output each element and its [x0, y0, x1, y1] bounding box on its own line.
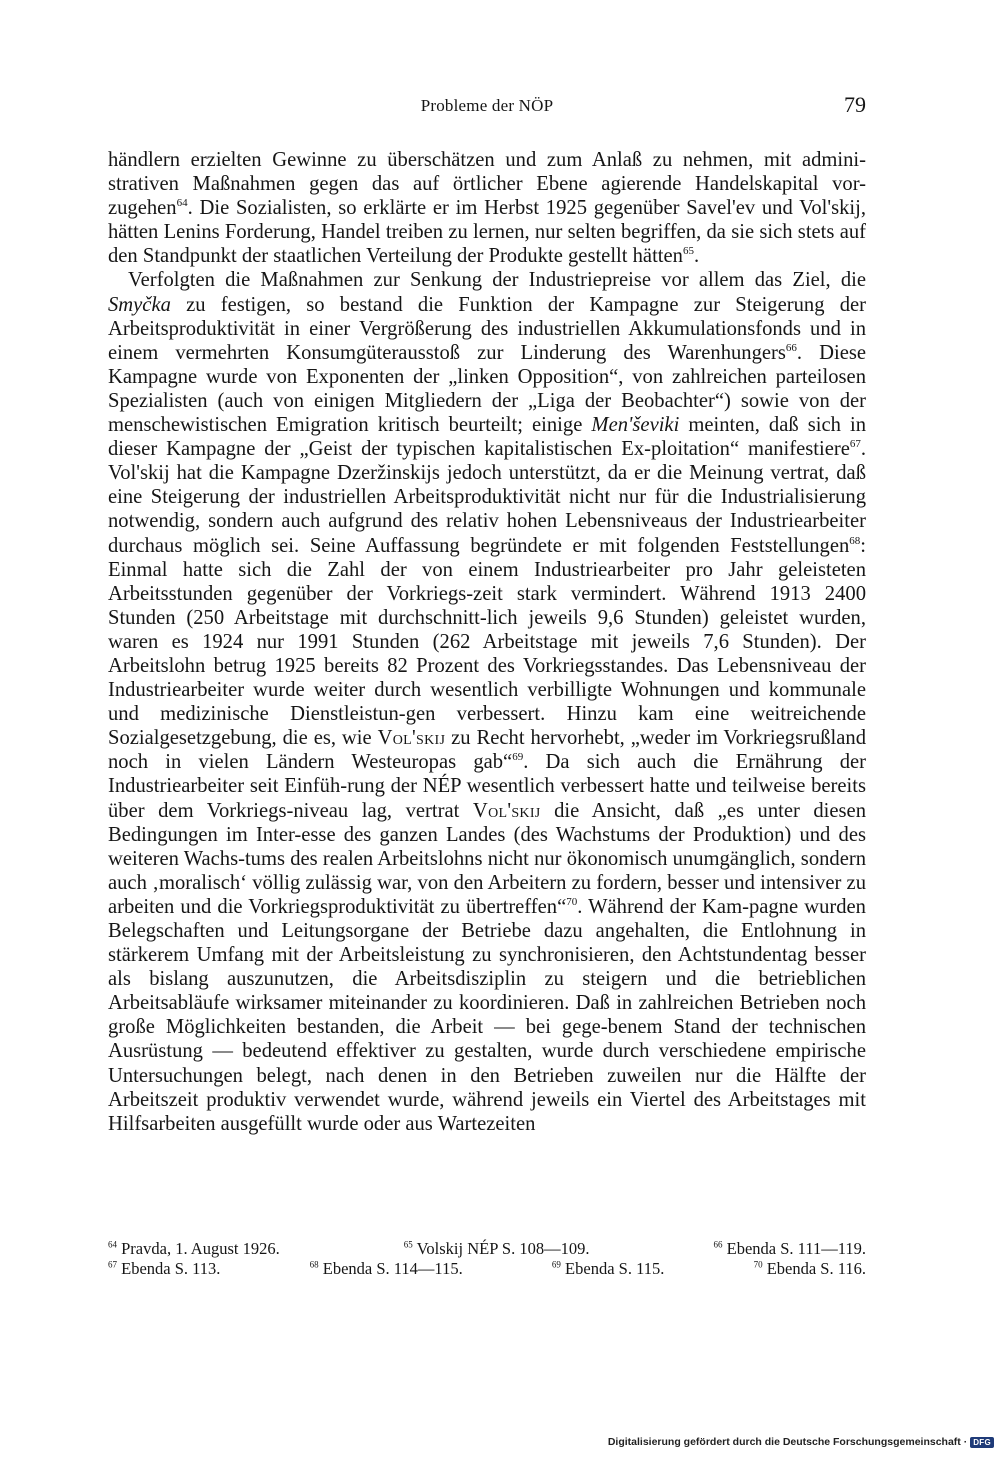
text-run: . Da sich auch die Ernährung der Industriearbeiter seit Einfüh-rung der NÉP wesentlich verbessert hatte und teilweise bereits über dem Vorkriegs-niveau lag, vertrat — [108, 751, 866, 822]
footnote-text: Volskij NÉP S. 108—109. — [416, 1239, 590, 1258]
text-run: . — [693, 245, 700, 268]
text-run: . Diese Kampagne wurde von Exponenten der „linken Opposition“, von zahlreichen parteilosen Spezialisten (auch von einigen Mitgliedern der „Liga der Beobachter“) sowie von der menschewistischen Emigration kritisch beurteilt; einige — [108, 341, 867, 437]
footnote-text: Ebenda S. 115. — [565, 1259, 665, 1278]
footnote-number: 66 — [713, 1239, 723, 1250]
footnote-text: Ebenda S. 114—115. — [322, 1259, 463, 1278]
emphasis-term: Smyčka — [108, 293, 171, 316]
footnote-ref-65: 65 — [682, 245, 694, 258]
page-number: 79 — [844, 92, 866, 117]
text-run: die Ansicht, daß „es unter diesen Bedingungen im Inter-esse des ganzen Landes (des Wachstums der Produktion) und des weiteren Wachs-tums des realen Arbeitslohns nicht nur ökonomisch unumgänglich, sondern auch ‚moralisch‘ völlig zulässig war, von den Arbeitern zu fordern, besser und intensiver zu arbeiten und die Vorkriegsproduktivität zu übertreffen“ — [108, 799, 866, 918]
footnote-ref-70: 70 — [566, 896, 578, 909]
text-run: . Vol'skij hat die Kampagne Dzeržinskijs jedoch unterstützt, da er die Meinung vertrat, daß eine Steigerung der industriellen Arbeitsproduktivität nicht nur für die Industrialisierung notwendig, sondern auch aufgrund des relativ hohen Lebensniveaus der Industriearbeiter durchaus möglich sei. Seine Auffassung begründete er mit folgenden Feststellungen — [108, 438, 866, 557]
main-text — [108, 148, 866, 1136]
footnote-ref-68: 68 — [849, 534, 861, 547]
footnote-ref-66: 66 — [785, 341, 797, 354]
footnote-text: Ebenda S. 113. — [121, 1259, 221, 1278]
text-run: händlern erzielten Gewinne zu überschätzen und zum Anlaß zu nehmen, mit admini-strativen Maßnahmen gegen das auf örtlicher Ebene agierende Handelskapital vor-zugehen — [108, 149, 866, 220]
text-run: zu festigen, so bestand die Funktion der Kampagne zur Steigerung der Arbeitsproduktivität in einer Vergrößerung des industriellen Akkumulationsfonds und in einem vermehrten Konsumgüterausstoß zur Linderung des Warenhungers — [108, 293, 866, 364]
paragraph-2 — [108, 268, 866, 1135]
footnote-text: Pravda, 1. August 1926. — [121, 1239, 280, 1258]
footnote-number: 64 — [108, 1239, 117, 1250]
footnote-69 — [552, 1259, 664, 1279]
footnote-number: 65 — [403, 1239, 413, 1250]
author-name: Vol'skij — [472, 799, 541, 822]
footnote-number: 67 — [108, 1259, 117, 1270]
emphasis-term: Men'ševiki — [591, 414, 680, 437]
footnote-64 — [108, 1239, 280, 1259]
footnote-65 — [404, 1239, 590, 1259]
dfg-logo: DFG — [970, 1437, 994, 1448]
footnote-ref-67: 67 — [849, 438, 861, 451]
text-run: zu Recht hervorhebt, „weder im Vorkriegsrußland noch in vielen Ländern Westeuropas gab“ — [108, 727, 866, 774]
text-run: . Während der Kam-pagne wurden Belegschaften und Leitungsorgane der Betriebe dazu angehalten, die Entlohnung in stärkerem Umfang mit der Arbeitsleistung zu synchronisieren, den Achtstundentag besser als bislang auszunutzen, die Arbeitsdisziplin zu steigern und die betrieblichen Arbeitsabläufe wirksamer miteinander zu koordinieren. Daß in zahlreichen Betrieben noch große Möglichkeiten bestanden, die Arbeit — bei gege-benem Stand der technischen Ausrüstung — bedeutend effektiver zu gestalten, wurde durch verschiedene empirische Untersuchungen belegt, nach denen in den Betrieben zuweilen nur die Hälfte der Arbeitszeit produktiv verwendet wurde, während jeweils ein Viertel des Arbeitstages mit Hilfsarbeiten ausgefüllt wurde oder aus Wartezeiten — [108, 895, 866, 1135]
footnote-ref-64: 64 — [176, 197, 188, 210]
footnote-ref-69: 69 — [512, 751, 524, 764]
author-name: Vol'skij — [377, 727, 446, 750]
footnote-70 — [754, 1259, 866, 1279]
text-run: . Die Sozialisten, so erklärte er im Herbst 1925 gegenüber Savel'ev und Vol'skij, hätten Lenins Forderung, Handel treiben zu lernen, nur selten begriffen, da sie sich stets auf den Standpunkt der staatlichen Verteilung der Produkte gestellt hätten — [108, 197, 866, 268]
running-title: Probleme der NÖP — [420, 96, 554, 115]
footnotes — [108, 1239, 866, 1279]
footnote-66 — [714, 1239, 866, 1259]
footnote-number: 69 — [551, 1259, 561, 1270]
credit-text: Digitalisierung gefördert durch die Deutsche Forschungsgemeinschaft · — [607, 1436, 968, 1448]
footnote-68 — [310, 1259, 463, 1279]
footnote-text: Ebenda S. 116. — [766, 1259, 866, 1278]
digitization-credit — [608, 1436, 994, 1448]
footnote-row — [108, 1259, 866, 1279]
text-run: meinten, daß sich in dieser Kampagne der „Geist der typischen kapitalistischen Ex-ploitation“ manifestiere — [108, 414, 866, 461]
footnote-text: Ebenda S. 111—119. — [726, 1239, 866, 1258]
footnote-row — [108, 1239, 866, 1259]
footnote-number: 68 — [309, 1259, 319, 1270]
text-run: Verfolgten die Maßnahmen zur Senkung der Industriepreise vor allem das Ziel, die — [128, 269, 866, 292]
footnote-67 — [108, 1259, 220, 1279]
paragraph-1 — [108, 148, 866, 268]
running-header — [108, 92, 866, 126]
footnote-number: 70 — [753, 1259, 763, 1270]
text-run: : Einmal hatte sich die Zahl der von einem Industriearbeiter pro Jahr geleisteten Arbeitsstunden gegenüber der Vorkriegs-zeit stark vermindert. Während 1913 2400 Stunden (250 Arbeitstage mit durchschnitt-lich jeweils 9,6 Stunden) geleistet wurden, waren es 1924 nur 1991 Stunden (262 Arbeitstage mit jeweils 7,6 Stunden). Der Arbeitslohn betrug 1925 bereits 82 Prozent des Vorkriegsstandes. Das Lebensniveau der Industriearbeiter wurde weiter durch wesentlich verbilligte Wohnungen und kommunale und medizinische Dienstleistun-gen verbessert. Hinzu kam eine weitreichende Sozialgesetzgebung, die es, wie — [108, 534, 866, 750]
